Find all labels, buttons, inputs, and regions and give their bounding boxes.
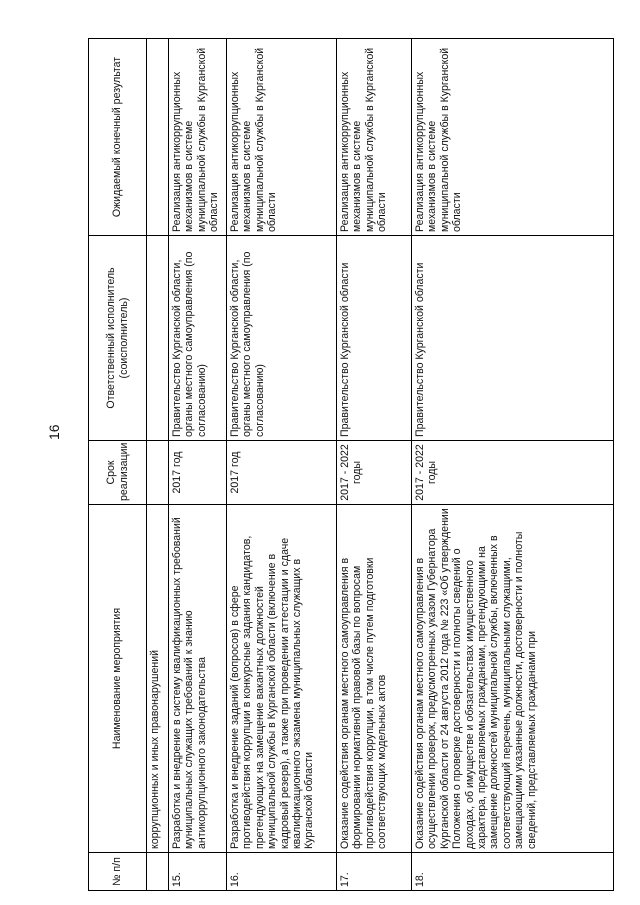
continuation-text: коррупционных и иных правонарушений [147, 505, 169, 853]
continuation-term [147, 441, 169, 505]
header-name: Наименование мероприятия [89, 505, 147, 853]
table-row [169, 39, 227, 891]
row-term: 2017 - 2022 годы [337, 441, 412, 505]
row-result: Реализация антикоррупционных механизмов в системе муниципальной службы в Курганской области [412, 39, 614, 236]
table-row [337, 39, 412, 891]
measures-table-container [88, 39, 614, 891]
row-name: Оказание содействия органам местного самоуправления в осуществлении проверок, предусмотренных указом Губернатора Курганской области от 24 августа 2012 года № 223 «Об утверждении Положения о проверке достоверности и полноты сведений о доходах, об имуществе и обязательствах имущественного характера, представляемых гражданами, претендующими на замещение должностей муниципальной службы, включенных в соответствующий перечень, муниципальными служащими, замещающими указанные должности, достоверности и полноты сведений, представляемых гражданами при [412, 505, 614, 853]
row-executor: Правительство Курганской области [337, 236, 412, 441]
table-row [412, 39, 614, 891]
header-executor: Ответственный исполнитель (соисполнитель) [89, 236, 147, 441]
row-result: Реализация антикоррупционных механизмов в системе муниципальной службы в Курганской области [169, 39, 227, 236]
row-executor: Правительство Курганской области, органы местного самоуправления (по согласованию) [227, 236, 337, 441]
continuation-row [147, 39, 169, 891]
row-result: Реализация антикоррупционных механизмов в системе муниципальной службы в Курганской области [227, 39, 337, 236]
table-header-row [89, 39, 147, 891]
row-name: Оказание содействия органам местного самоуправления в формировании нормативной правовой базы по вопросам противодействия коррупции, в том числе путем подготовки соответствующих модельных актов [337, 505, 412, 853]
continuation-executor [147, 236, 169, 441]
continuation-num [147, 853, 169, 891]
row-name: Разработка и внедрение в систему квалификационных требований муниципальных служащих требований к знанию антикоррупционного законодательства [169, 505, 227, 853]
row-name: Разработка и внедрение заданий (вопросов) в сфере противодействия коррупции в конкурсные задания кандидатов, претендующих на замещение вакантных должностей муниципальной службы в Курганской области (включение в кадровый резерв), а также при проведении аттестации и сдаче квалификационного экзамена муниципальных служащих в Курганской области [227, 505, 337, 853]
row-executor: Правительство Курганской области, органы местного самоуправления (по согласованию) [169, 236, 227, 441]
continuation-result [147, 39, 169, 236]
row-term: 2017 - 2022 годы [412, 441, 614, 505]
row-num: 16. [227, 853, 337, 891]
row-executor: Правительство Курганской области [412, 236, 614, 441]
row-num: 15. [169, 853, 227, 891]
row-term: 2017 год [169, 441, 227, 505]
measures-table [88, 38, 614, 891]
header-result: Ожидаемый конечный результат [89, 39, 147, 236]
row-num: 18. [412, 853, 614, 891]
page-number: 16 [46, 424, 62, 440]
row-result: Реализация антикоррупционных механизмов в системе муниципальной службы в Курганской области [337, 39, 412, 236]
table-row [227, 39, 337, 891]
row-num: 17. [337, 853, 412, 891]
header-num: № п/п [89, 853, 147, 891]
row-term: 2017 год [227, 441, 337, 505]
header-term: Срок реализации [89, 441, 147, 505]
